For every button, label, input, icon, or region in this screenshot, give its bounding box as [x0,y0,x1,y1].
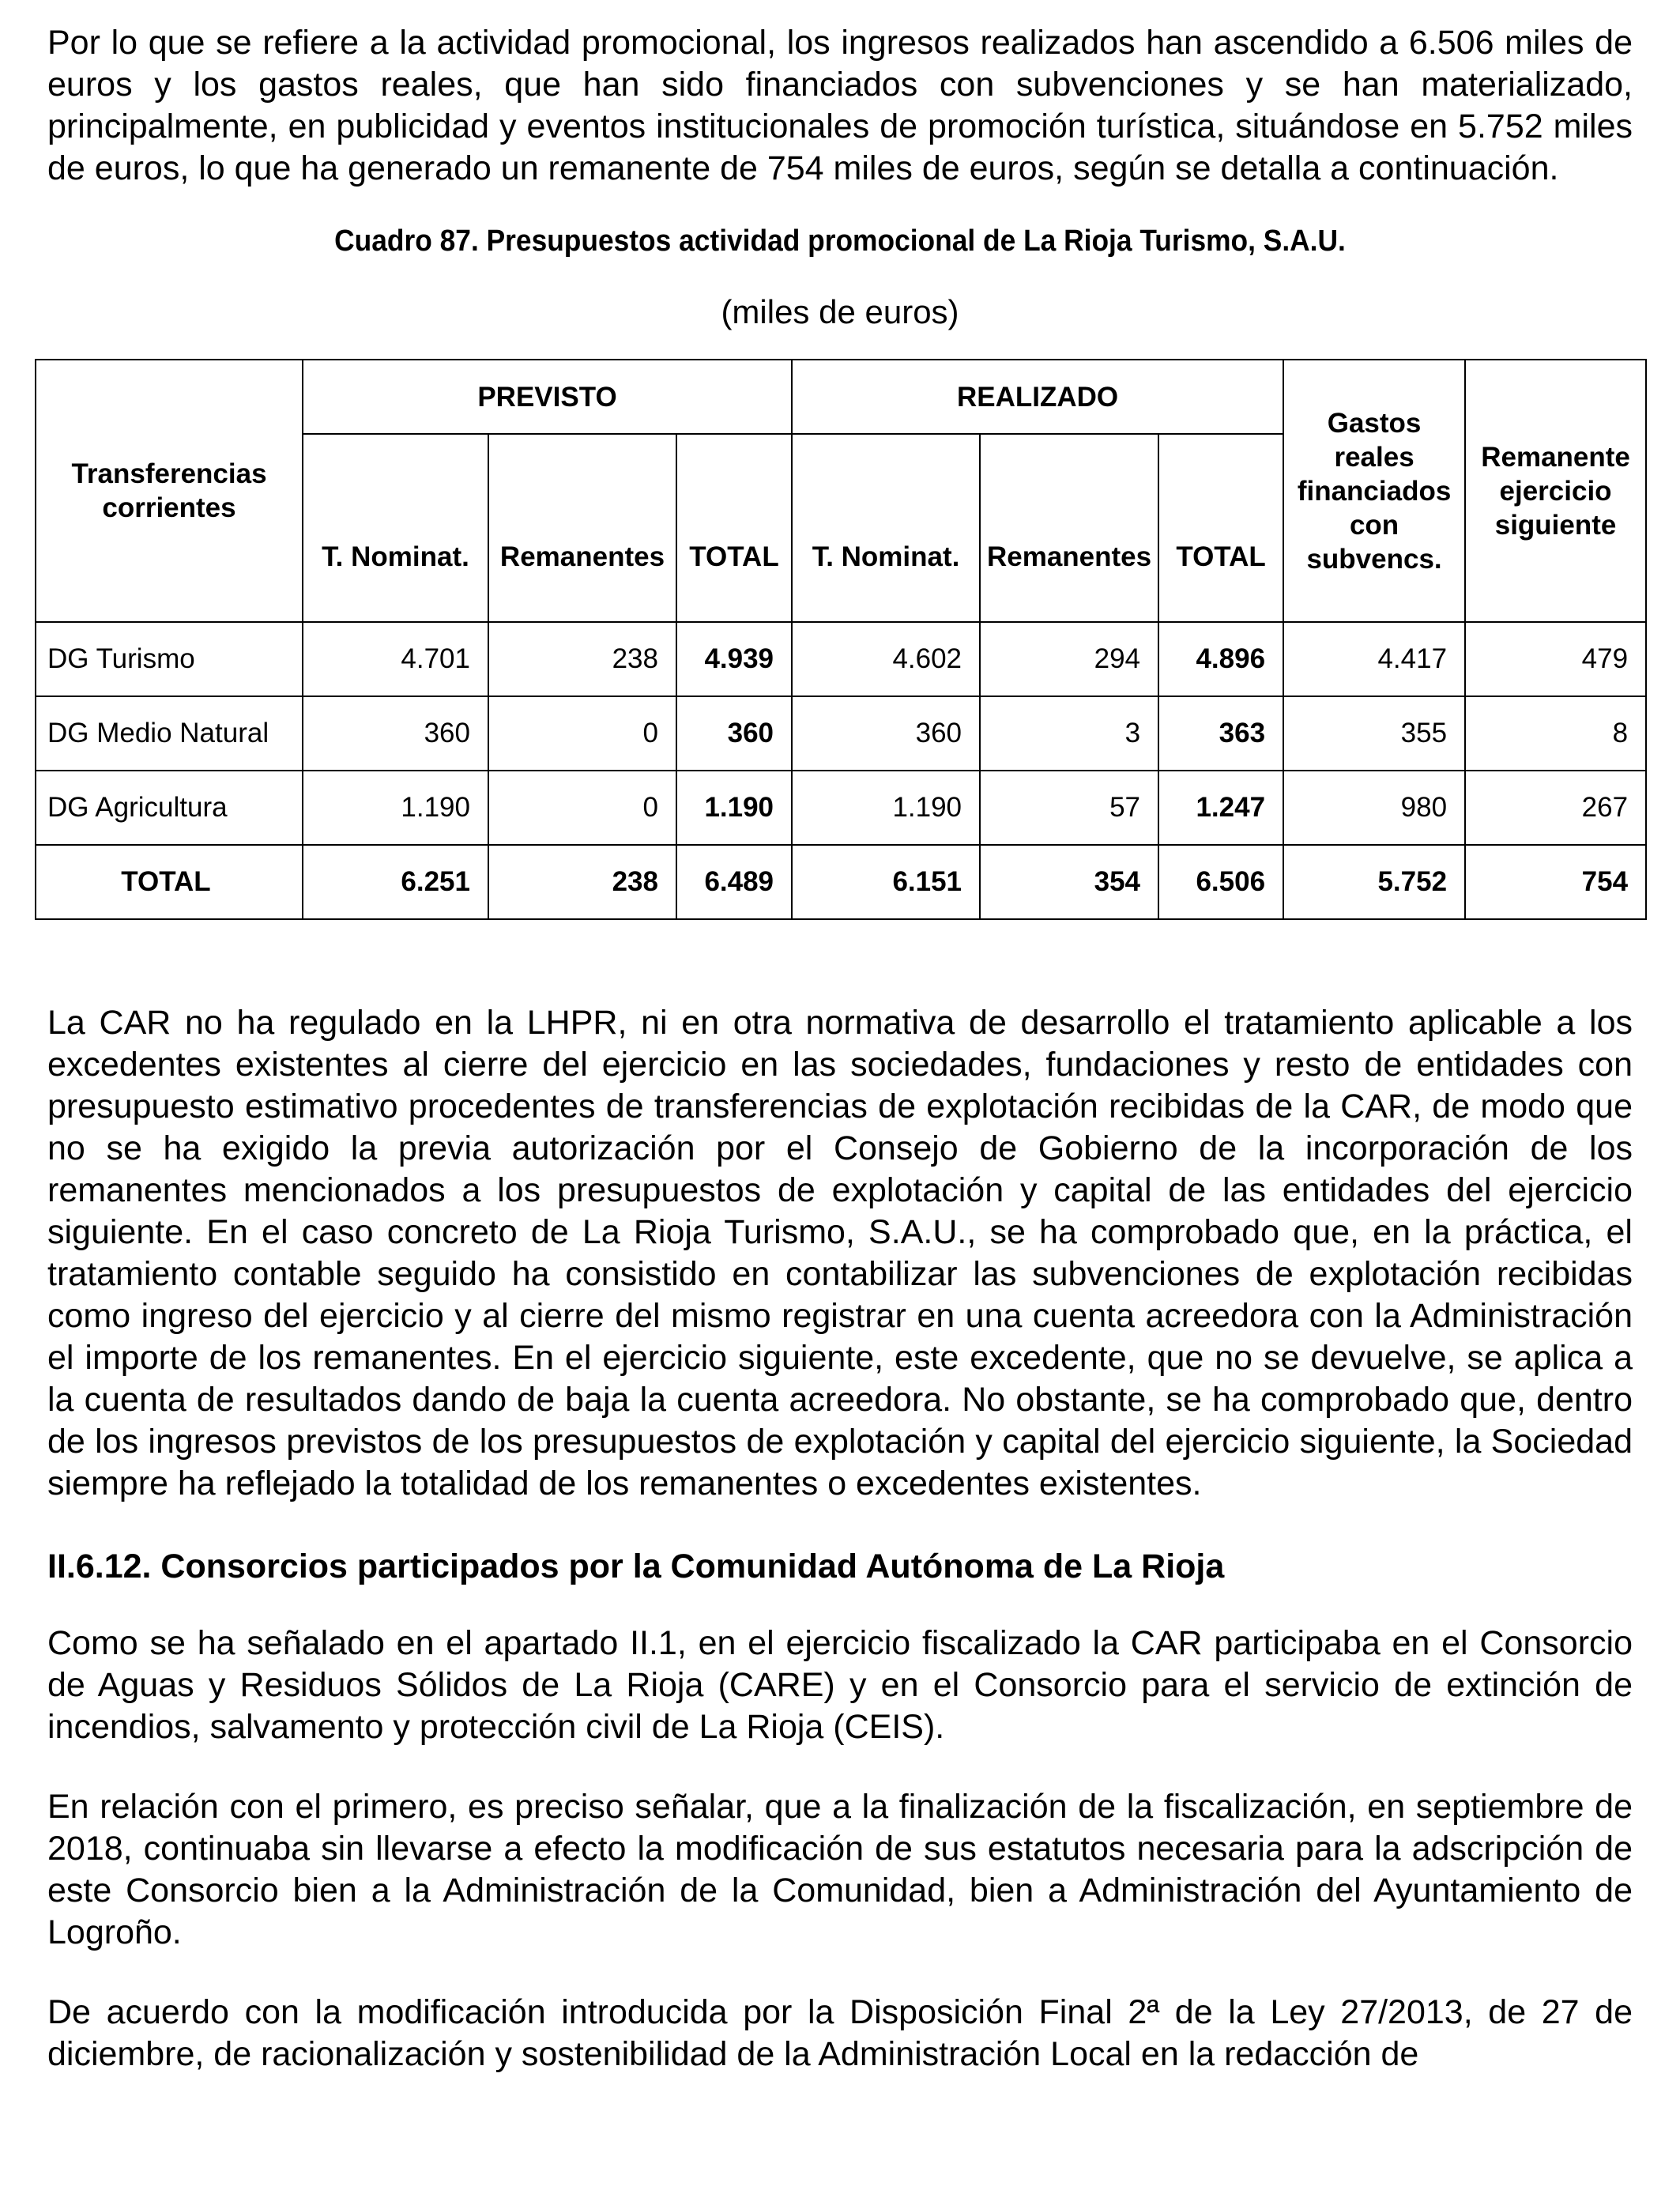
cell-real-total: 363 [1158,696,1283,771]
cell-gastos: 5.752 [1283,845,1465,919]
cell-prev-nominat: 360 [303,696,488,771]
cell-prev-remanentes: 238 [488,622,676,696]
cell-real-remanentes: 57 [980,771,1158,845]
table-caption: Cuadro 87. Presupuestos actividad promocional de La Rioja Turismo, S.A.U. [334,224,1346,258]
row-label: DG Medio Natural [36,696,303,771]
cell-prev-nominat: 6.251 [303,845,488,919]
acuerdo-paragraph: De acuerdo con la modificación introducida por la Disposición Final 2ª de la Ley 27/2013, de 27 de diciembre, de racionalización y sostenibilidad de la Administración Local en la redacción de [47,1993,1633,2073]
header-previsto-remanentes: Remanentes [488,434,676,622]
cell-real-remanentes: 3 [980,696,1158,771]
cell-prev-total: 360 [676,696,792,771]
row-label: TOTAL [36,845,303,919]
document-page [47,16,1633,2075]
header-realizado-nominat: T. Nominat. [792,434,980,622]
cell-prev-remanentes: 0 [488,771,676,845]
section-heading: II.6.12. Consorcios participados por la Comunidad Autónoma de La Rioja [47,1547,1225,1585]
cell-prev-remanentes: 238 [488,845,676,919]
cell-real-total: 1.247 [1158,771,1283,845]
relacion-paragraph: En relación con el primero, es preciso señalar, que a la finalización de la fiscalización, en septiembre de 2018, continuaba sin llevarse a efecto la modificación de sus estatutos necesaria para la adscripción de este Consorcio bien a la Administración de la Comunidad, bien a Administración del Ayuntamiento de Logroño. [47,1788,1633,1951]
row-label: DG Turismo [36,622,303,696]
cell-real-total: 4.896 [1158,622,1283,696]
cell-prev-nominat: 1.190 [303,771,488,845]
budget-table [35,359,1647,920]
cell-gastos: 355 [1283,696,1465,771]
consorcios-paragraph: Como se ha señalado en el apartado II.1, en el ejercicio fiscalizado la CAR participaba en el Consorcio de Aguas y Residuos Sólidos de La Rioja (CARE) y en el Consorcio para el servicio de extinción de incendios, salvamento y protección civil de La Rioja (CEIS). [47,1624,1633,1746]
cell-real-nominat: 1.190 [792,771,980,845]
cell-gastos: 4.417 [1283,622,1465,696]
header-realizado-remanentes: Remanentes [980,434,1158,622]
header-realizado-total: TOTAL [1158,434,1283,622]
row-label: DG Agricultura [36,771,303,845]
cell-remanente: 8 [1465,696,1646,771]
table-row [36,622,1646,696]
cell-real-total: 6.506 [1158,845,1283,919]
cell-gastos: 980 [1283,771,1465,845]
table-header-row-top [36,360,1646,434]
header-previsto: PREVISTO [303,360,792,434]
cell-remanente: 479 [1465,622,1646,696]
table-total-row [36,845,1646,919]
cell-prev-total: 6.489 [676,845,792,919]
header-gastos: Gastos reales financiados con subvencs. [1283,360,1465,622]
table-units: (miles de euros) [721,293,959,330]
header-transferencias: Transferencias corrientes [36,360,303,622]
table-row [36,696,1646,771]
header-realizado: REALIZADO [792,360,1283,434]
car-paragraph: La CAR no ha regulado en la LHPR, ni en otra normativa de desarrollo el tratamiento aplicable a los excedentes existentes al cierre del ejercicio en las sociedades, fundaciones y resto de entidades con presupuesto estimativo procedentes de transferencias de explotación recibidas de la CAR, de modo que no se ha exigido la previa autorización por el Consejo de Gobierno de la incorporación de los remanentes mencionados a los presupuestos de explotación y capital de las entidades del ejercicio siguiente. En el caso concreto de La Rioja Turismo, S.A.U., se ha comprobado que, en la práctica, el tratamiento contable seguido ha consistido en contabilizar las subvenciones de explotación recibidas como ingreso del ejercicio y al cierre del mismo registrar en una cuenta acreedora con la Administración el importe de los remanentes. En el ejercicio siguiente, este excedente, que no se devuelve, se aplica a la cuenta de resultados dando de baja la cuenta acreedora. No obstante, se ha comprobado que, dentro de los ingresos previstos de los presupuestos de explotación y capital del ejercicio siguiente, la Sociedad siempre ha reflejado la totalidad de los remanentes o excedentes existentes. [47,1004,1633,1502]
cell-prev-total: 1.190 [676,771,792,845]
cell-real-nominat: 6.151 [792,845,980,919]
header-previsto-nominat: T. Nominat. [303,434,488,622]
cell-real-nominat: 4.602 [792,622,980,696]
cell-remanente: 754 [1465,845,1646,919]
cell-prev-remanentes: 0 [488,696,676,771]
cell-real-remanentes: 294 [980,622,1158,696]
cell-real-remanentes: 354 [980,845,1158,919]
table-row [36,771,1646,845]
header-remanente: Remanente ejercicio siguiente [1465,360,1646,622]
cell-real-nominat: 360 [792,696,980,771]
intro-paragraph: Por lo que se refiere a la actividad promocional, los ingresos realizados han ascendido a 6.506 miles de euros y los gastos reales, que han sido financiados con subvenciones y se han materializado, principalmente, en publicidad y eventos institucionales de promoción turística, situándose en 5.752 miles de euros, lo que ha generado un remanente de 754 miles de euros, según se detalla a continuación. [47,24,1633,187]
cell-prev-nominat: 4.701 [303,622,488,696]
cell-remanente: 267 [1465,771,1646,845]
header-previsto-total: TOTAL [676,434,792,622]
cell-prev-total: 4.939 [676,622,792,696]
